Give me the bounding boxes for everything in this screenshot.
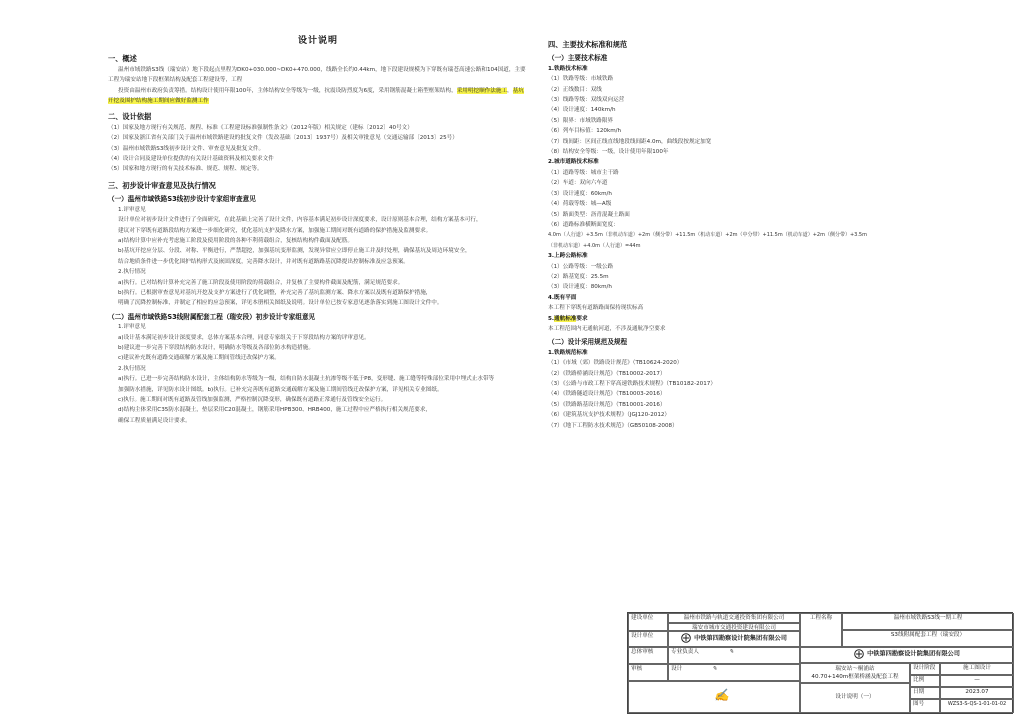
list-item: （2）《铁路桥涵设计规范》（TB10002-2017） (548, 370, 666, 377)
section-4a-heading: （一）主要技术标准 (548, 54, 608, 63)
scale-value: — (940, 675, 1014, 687)
section-2-heading: 二、设计依据 (108, 112, 152, 122)
text-line: a)设计基本满足初步设计深度要求，总体方案基本合理，同意专家组关于下穿段结构方案的评审意见。 (118, 334, 370, 341)
list-item: （2）国家及浙江省有关部门关于温州市域铁路建设的批复文件（发改基础〔2013〕1937号）及相关审批意见（交通运输部〔2013〕25号） (108, 135, 458, 142)
list-item: （1）道路等级：城市主干路 (548, 169, 619, 176)
owner-label: 建设单位 (628, 613, 668, 631)
role-1-label: 总体审核 (628, 647, 668, 664)
section-4b-heading: （二）设计采用规范及规程 (548, 338, 628, 347)
highlight-2: 基坑开挖及围护结构施工期间应做好监测工作 (108, 87, 524, 105)
drawing-title: 瑞安站～桐浦站 40.70+140m框架桥涵及配套工程 (800, 663, 910, 683)
signature-area: ✍ (628, 681, 800, 713)
text-line: a)执行。已对结构计算补充完善了施工阶段及使用阶段的荷载组合，并复核了主要构件截面及配筋，满足规范要求。 (118, 279, 404, 286)
list-item: （2）正线数目：双线 (548, 86, 602, 93)
section-1-paragraph-2: 投资由温州市政府负责筹措。结构设计使用年限100年，主体结构安全等级为一级，抗震设防烈度为6度，采用钢筋混凝土箱型框架结构，采用明挖顺作法施工，基坑开挖及围护结构施工期间应做好监测工作 (108, 87, 524, 105)
list-item: （5）《铁路路基设计规范》（TB10001-2016） (548, 401, 666, 408)
list-item: （6）《建筑基坑支护技术规程》（JGJ120-2012） (548, 412, 671, 419)
spec-group-heading: 1.铁路规范标准 (548, 349, 588, 356)
stage-label: 设计阶段 (910, 663, 940, 675)
list-item: （3）线路等级：双线双向运营 (548, 97, 625, 104)
role-2-cell: 专业负责人 ✎ (668, 647, 800, 664)
list-item: （1）《市域（郊）铁路设计规范》（TB10624-2020） (548, 360, 683, 367)
list-item: （8）结构安全等级：一级，设计使用年限100年 (548, 149, 669, 156)
right-column (548, 22, 868, 431)
role-4-cell: 设计 ✎ (668, 664, 800, 681)
group-1-list (548, 74, 868, 157)
list-item: （4）设计合同及建设单位提供的有关设计基础资料及相关要求文件 (108, 156, 274, 163)
date-value: 2023.07 (940, 687, 1014, 699)
text-line: 2.执行情况 (118, 365, 146, 372)
list-item: （3）设计速度：60km/h (548, 190, 612, 197)
company-logo-icon (854, 649, 864, 659)
owner-value: 温州市铁路与轨道交通投资集团有限公司 (668, 613, 800, 623)
eng-label: 工程名称 (800, 613, 842, 647)
list-item: （1）铁路等级：市域铁路 (548, 76, 614, 83)
list-item: （2）车道：双向六车道 (548, 180, 608, 187)
section-1-heading: 一、概述 (108, 54, 137, 64)
list-item: （1）公路等级：一级公路 (548, 263, 614, 270)
design-unit-label: 设计单位 (628, 631, 668, 647)
group-2-heading: 2.城市道路技术标准 (548, 159, 599, 166)
section-3-heading: 三、初步设计审查意见及执行情况 (108, 180, 216, 190)
group-3-heading: 3.上跨公路标准 (548, 253, 588, 260)
list-item: （3）温州市域铁路S3线初步设计文件、审查意见及批复文件。 (108, 145, 265, 152)
text-line: b)基坑开挖应分层、分段、对称、平衡进行，严禁超挖，加强基坑变形监测，发现异常应立即停止施工并及时处理，确保基坑及周边环境安全， (118, 248, 471, 255)
group-5-heading: 5.通航标准要求 (548, 315, 588, 322)
stage-value: 施工图设计 (940, 663, 1014, 675)
list-item: （4）《铁路隧道设计规范》（TB10003-2016） (548, 391, 666, 398)
list-item: （5）限界：市域铁路限界 (548, 117, 614, 124)
text-line: 建议对下穿既有道路段结构方案进一步细化研究，优化基坑支护及降水方案，加强施工期间对既有道路的保护措施及监测要求。 (118, 227, 432, 234)
date-label: 日期 (910, 687, 940, 699)
list-item: （7）《地下工程防水技术规范》（GB50108-2008） (548, 422, 678, 429)
left-column (108, 22, 528, 426)
group-5-text: 本工程范围内无通航河道，不涉及通航净空要求 (548, 325, 666, 332)
text-line: c)执行。施工期间对既有道路及管线加强监测，严格控制沉降变形，确保既有道路正常通行及管线安全运行。 (118, 397, 387, 403)
number-value: WZS3-S-QS-1-01-01-02 (940, 699, 1014, 713)
list-item: （6）列车目标值：120km/h (548, 128, 622, 135)
highlight-3: 通航标准 (554, 315, 577, 322)
section-3b-heading: （二）温州市域铁路S3线附属配套工程（瑞安段）初步设计专家组意见 (108, 312, 316, 321)
highlight-1: 采用明挖顺作法施工 (456, 87, 508, 94)
scale-label: 比例 (910, 675, 940, 687)
text-line: a)执行。已进一步完善结构防水设计，主体结构防水等级为一级，结构自防水混凝土抗渗等级不低于P8，变形缝、施工缝等特殊部位采用中埋式止水带等 (118, 376, 495, 383)
list-item: （3）《公路与市政工程下穿高速铁路技术规程》（TB10182-2017） (548, 381, 716, 387)
document-title: 设计说明 (297, 36, 338, 46)
list-item: （3）设计速度：80km/h (548, 284, 612, 291)
list-item: （6）道路标准横断面宽度： (548, 221, 619, 228)
text-line: 2.执行情况 (118, 269, 146, 276)
road-section-line: 4.0m（人行道）+3.5m（非机动车道）+2m（侧分带）+11.5m（机动车道）+2m（中分带）+11.5m（机动车道）+2m（侧分带）+3.5m（非机动车道）+4.0m（人行道）=44m (548, 232, 867, 249)
list-item: （7）线间距：区间正线直线地段线间距4.0m，曲线段按规定加宽 (548, 138, 712, 145)
spec-list (548, 358, 868, 431)
section-3a-heading: （一）温州市域铁路S3线初步设计专家组审查意见 (108, 195, 256, 204)
group-2-list (548, 168, 868, 230)
sheet-title: 设计说明（一） (800, 683, 910, 713)
role-3-label: 审核 (628, 664, 668, 681)
text-line: a)结构计算中应补充考虑施工阶段及使用阶段的各种不利荷载组合，复核结构构件截面及配筋。 (118, 237, 353, 244)
text-line: 结合地质条件进一步优化围护结构形式及嵌固深度，完善降水设计，并对既有道路路基沉降提出控制标准及应急预案。 (118, 258, 409, 265)
group-4-heading: 4.既有平面 (548, 294, 577, 301)
text-line: 确保工程质量满足设计要求。 (118, 417, 191, 424)
text-line: 设计单位对初步设计文件进行了全面研究，在此基础上完善了设计文件，内容基本满足初步设计深度要求，设计原则基本合理，结构方案基本可行， (118, 217, 482, 224)
section-2-list (108, 123, 528, 175)
list-item: （4）设计速度：140km/h (548, 107, 616, 114)
text-line: b)建议进一步完善下穿段结构防水设计，明确防水等级及各部位防水构造措施。 (118, 344, 314, 351)
number-label: 图号 (910, 699, 940, 713)
text-line: 1.评审意见 (118, 324, 146, 331)
section-1-paragraph: 温州市域铁路S3线（瑞安站）地下段起点里程为DK0+030.000~DK0+470.000，线路全长约0.44km，地下段建设规模为下穿既有瑞苍高速公路和104国道，主要工程为瑞安站地下段框架结构及配套工程建设等，工程 (108, 66, 526, 84)
drawing-sheet (8, 8, 1016, 716)
eng-value: 温州市域铁路S3线一期工程 (842, 613, 1014, 630)
logo-block: 中铁第四勘察设计院集团有限公司 (800, 647, 1014, 663)
consultant-logo: 中铁第四勘察设计院集团有限公司 (668, 631, 800, 647)
client-value: 瑞安市城市交通投资建设有限公司 (668, 623, 800, 631)
group-1-heading: 1.铁路技术标准 (548, 65, 588, 72)
text-line: b)执行。已根据审查意见对基坑开挖及支护方案进行了优化调整，补充完善了基坑监测方案、降水方案以及既有道路保护措施， (118, 289, 432, 296)
section-3a-list (108, 205, 528, 309)
text-line: 明确了沉降控制标准，并制定了相应的应急预案，详见本册相关图纸及说明。设计单位已按专家意见逐条落实到施工图设计文件中。 (118, 300, 443, 307)
text-line: d)结构主体采用C35防水混凝土，垫层采用C20混凝土，钢筋采用HPB300、HRB400，施工过程中应严格执行相关规范要求， (118, 407, 432, 414)
title-block (627, 612, 1013, 714)
text-line: 1.评审意见 (118, 206, 146, 213)
text-line: c)建议补充既有道路交通疏解方案及施工期间管线迁改保护方案。 (118, 355, 280, 362)
section-4-heading: 四、主要技术标准和规范 (548, 40, 628, 49)
list-item: （4）荷载等级：城—A级 (548, 201, 612, 208)
list-item: （5）国家和地方现行的有关技术标准、规范、规程、规定等。 (108, 166, 263, 173)
group-4-text: 本工程下穿既有道路路面保持现状标高 (548, 305, 644, 312)
company-logo-icon (681, 633, 691, 643)
section-3b-list (108, 322, 528, 426)
list-item: （1）国家及地方现行有关规范、规程、标准《工程建设标准强制性条文》（2012年版）相关规定（建标〔2012〕40号文） (108, 124, 413, 131)
text-line: 加强防水措施，详见防水设计图纸。b)执行。已补充完善既有道路交通疏解方案及施工期间管线迁改保护方案，详见相关专业图纸。 (118, 386, 443, 393)
list-item: （5）路面类型：沥青混凝土路面 (548, 211, 630, 218)
group-3-list (548, 262, 868, 293)
list-item: （2）路基宽度：25.5m (548, 273, 609, 280)
eng-sub: S3线附属配套工程（瑞安段） (842, 630, 1014, 647)
